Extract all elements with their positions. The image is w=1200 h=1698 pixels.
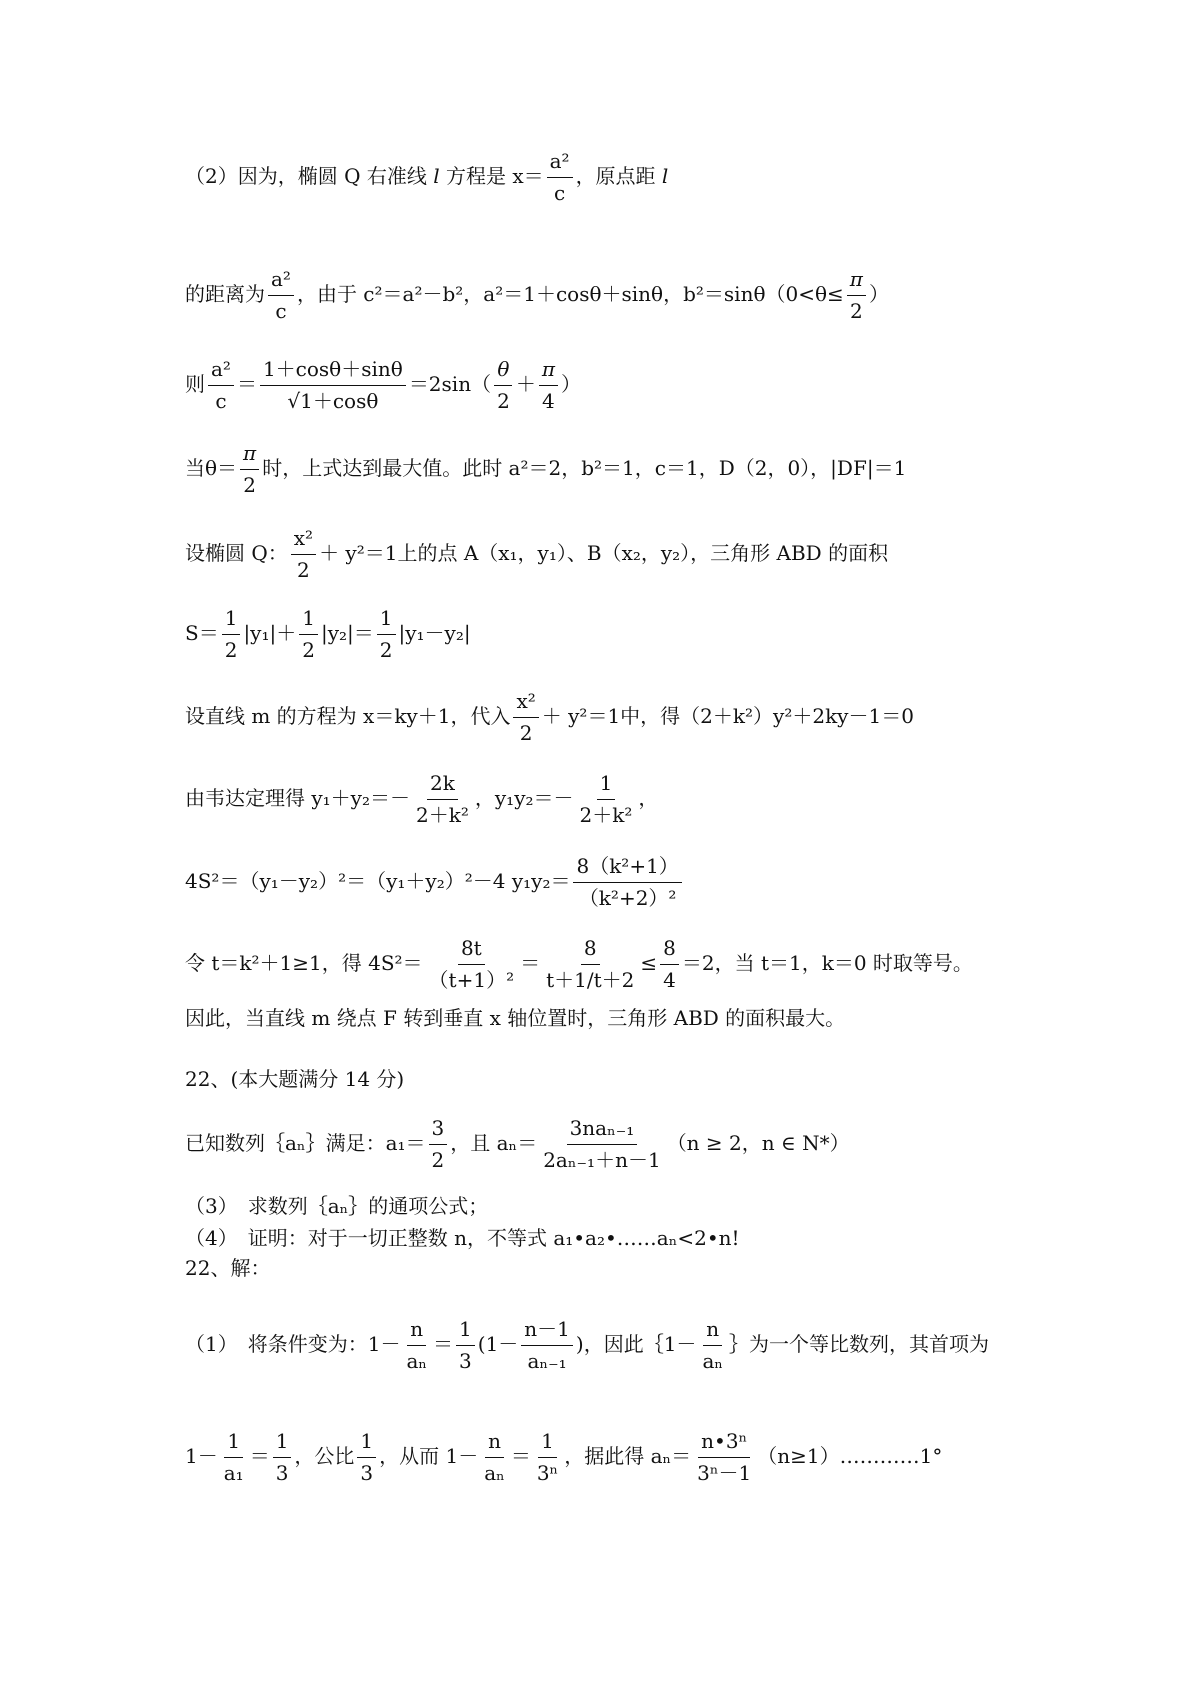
text: 已知数列｛aₙ｝满足：a₁＝ (185, 1131, 426, 1155)
text: 设椭圆 Q： (185, 541, 288, 565)
fraction-numerator: n (485, 1430, 504, 1458)
fraction-numerator: 3 (429, 1117, 448, 1145)
fraction (521, 1318, 573, 1373)
text: |y₁|＋ (243, 621, 297, 645)
line-3 (185, 358, 581, 413)
fraction-denominator: （k²+2）² (578, 886, 677, 910)
text: 22、(本大题满分 14 分) (185, 1067, 405, 1091)
text: (1－ (477, 1332, 519, 1356)
text: （4） 证明：对于一切正整数 n，不等式 a₁•a₂•……aₙ<2•n! (185, 1226, 740, 1250)
fraction-denominator: 2＋k² (579, 803, 633, 827)
line-15 (185, 1228, 740, 1248)
fraction-numerator: 8 (581, 937, 600, 965)
fraction (429, 1117, 448, 1172)
text: )，因此｛1－ (575, 1332, 697, 1356)
fraction-denominator: aₙ (484, 1461, 505, 1485)
fraction-denominator: 3ⁿ (536, 1461, 559, 1485)
fraction-numerator: a² (547, 150, 573, 178)
line-7 (185, 690, 914, 745)
text: ＝ (236, 372, 257, 396)
fraction-numerator: 1 (273, 1430, 292, 1458)
text: S＝ (185, 621, 219, 645)
fraction-numerator: π (539, 358, 558, 386)
fraction-numerator: n•3ⁿ (698, 1430, 750, 1458)
text: 的距离为 (185, 282, 265, 306)
text: 方程是 x＝ (439, 164, 544, 188)
fraction (426, 937, 518, 992)
text: ≤ (640, 951, 658, 975)
text: 22、解： (185, 1256, 271, 1280)
text: （2）因为，椭圆 Q 右准线 (185, 164, 434, 188)
text: 1－ (185, 1444, 218, 1468)
fraction-denominator: 4 (663, 968, 676, 992)
fraction-numerator: π (240, 442, 259, 470)
fraction-denominator: 3ⁿ－1 (697, 1461, 752, 1485)
fraction-numerator: 2k (427, 772, 458, 800)
text: 当θ＝ (185, 456, 238, 480)
text: 由韦达定理得 y₁＋y₂＝－ (185, 786, 410, 810)
text: l (661, 164, 669, 188)
fraction (222, 607, 241, 662)
fraction (268, 268, 294, 323)
fraction (403, 1318, 430, 1373)
fraction-denominator: aₙ (406, 1349, 428, 1373)
fraction-denominator: t＋1/t＋2 (546, 968, 635, 992)
fraction-denominator: 2 (849, 299, 863, 323)
fraction-numerator: 1 (224, 1430, 243, 1458)
fraction-numerator: 8（k²+1） (573, 855, 681, 883)
text: |y₂|＝ (320, 621, 374, 645)
text: ，y₁y₂＝－ (474, 786, 574, 810)
fraction-numerator: π (847, 268, 866, 296)
section-heading (185, 1069, 404, 1089)
fraction (660, 937, 679, 992)
fraction-denominator: √1＋cosθ (287, 389, 379, 413)
fraction-denominator: 2 (297, 558, 310, 582)
fraction (540, 1117, 663, 1172)
fraction (456, 1318, 475, 1373)
fraction (513, 690, 538, 745)
fraction-numerator: a² (268, 268, 294, 296)
fraction (413, 772, 472, 827)
text: 设直线 m 的方程为 x＝ky＋1，代入 (185, 704, 511, 728)
line-1 (185, 150, 668, 205)
fraction-denominator: 2 (224, 638, 238, 662)
fraction-numerator: 1 (377, 607, 396, 635)
fraction (694, 1430, 754, 1485)
fraction (577, 772, 636, 827)
fraction (699, 1318, 726, 1373)
fraction-denominator: 2＋k² (416, 803, 469, 827)
fraction-numerator: 1 (357, 1430, 376, 1458)
text: |y₁－y₂| (398, 621, 471, 645)
fraction-denominator: 2 (431, 1148, 445, 1172)
text: （1） 将条件变为：1－ (185, 1332, 401, 1356)
line-14 (185, 1196, 488, 1216)
line-2 (185, 268, 889, 323)
text: ＝ (433, 1332, 454, 1356)
fraction-denominator: c (553, 181, 566, 205)
text: ＝ (510, 1444, 531, 1468)
fraction-numerator: θ (494, 358, 512, 386)
text: ｝为一个等比数列，其首项为 (729, 1332, 990, 1356)
fraction (299, 607, 318, 662)
text: （n≥1）…………1° (757, 1444, 943, 1468)
text: ＋ y²＝1上的点 A（x₁，y₁）、B（x₂，y₂），三角形 ABD 的面积 (319, 541, 889, 565)
line-18 (185, 1430, 942, 1485)
text: 时，上式达到最大值。此时 a²＝2，b²＝1，c＝1，D（2，0），|DF|＝1 (262, 456, 907, 480)
fraction-denominator: c (275, 299, 287, 323)
fraction-denominator: 2 (379, 638, 393, 662)
text: l (433, 164, 440, 188)
text: ，据此得 aₙ＝ (564, 1444, 692, 1468)
line-4 (185, 442, 906, 497)
fraction-denominator: a₁ (223, 1461, 244, 1485)
fraction (221, 1430, 247, 1485)
line-9 (185, 855, 685, 910)
fraction-numerator: 1 (597, 772, 616, 800)
fraction (494, 358, 513, 413)
fraction-denominator: 2aₙ₋₁＋n－1 (543, 1148, 661, 1172)
text: ， (638, 786, 659, 810)
fraction-denominator: aₙ (702, 1349, 724, 1373)
fraction-numerator: 3naₙ₋₁ (567, 1117, 638, 1145)
line-13 (185, 1117, 850, 1172)
fraction-denominator: 3 (360, 1461, 374, 1485)
text: ＝ (249, 1444, 270, 1468)
text: ＝ (520, 951, 541, 975)
fraction (291, 527, 316, 582)
fraction (240, 442, 259, 497)
fraction (208, 358, 234, 413)
text: （3） 求数列｛aₙ｝的通项公式； (185, 1194, 489, 1218)
fraction-numerator: 1 (538, 1430, 557, 1458)
line-10 (185, 937, 973, 992)
text: 令 t＝k²＋1≥1，得 4S²＝ (185, 951, 423, 975)
text: （n ≥ 2，n ∈ N*） (666, 1131, 850, 1155)
line-6 (185, 607, 471, 662)
fraction-denominator: 4 (542, 389, 555, 413)
fraction-numerator: x² (513, 690, 538, 718)
text: ，且 aₙ＝ (450, 1131, 538, 1155)
line-17 (185, 1318, 989, 1373)
fraction-denominator: 3 (459, 1349, 472, 1373)
line-11 (185, 1008, 845, 1028)
text: 则 (185, 372, 205, 396)
fraction-numerator: 1 (299, 607, 318, 635)
fraction (357, 1430, 376, 1485)
fraction-numerator: a² (208, 358, 234, 386)
fraction-denominator: 2 (302, 638, 315, 662)
fraction-denominator: 3 (275, 1461, 289, 1485)
fraction-denominator: 2 (243, 473, 256, 497)
fraction-numerator: 8 (660, 937, 679, 965)
fraction-numerator: n－1 (521, 1318, 573, 1346)
fraction (534, 1430, 561, 1485)
text: ＝2，当 t＝1，k＝0 时取等号。 (681, 951, 973, 975)
fraction-numerator: 8t (458, 937, 485, 965)
fraction (543, 937, 637, 992)
fraction (547, 150, 573, 205)
text: ，从而 1－ (379, 1444, 479, 1468)
fraction (260, 358, 406, 413)
line-5 (185, 527, 888, 582)
fraction-numerator: x² (291, 527, 316, 555)
fraction-numerator: 1 (456, 1318, 475, 1346)
fraction-denominator: 2 (497, 389, 510, 413)
text: ，由于 c²＝a²－b²，a²＝1＋cosθ＋sinθ，b²＝sinθ（0<θ≤ (296, 282, 844, 306)
text: ＋ (515, 372, 536, 396)
text: ＝2sin（ (408, 372, 492, 396)
fraction-numerator: n (407, 1318, 426, 1346)
fraction-numerator: 1 (222, 607, 241, 635)
fraction (573, 855, 681, 910)
text: ，原点距 (575, 164, 662, 188)
text: 4S²＝（y₁－y₂）²＝（y₁＋y₂）²－4 y₁y₂＝ (185, 869, 571, 893)
text: 因此，当直线 m 绕点 F 转到垂直 x 轴位置时，三角形 ABD 的面积最大。 (185, 1006, 846, 1030)
fraction (377, 607, 396, 662)
fraction-numerator: 1＋cosθ＋sinθ (260, 358, 406, 386)
fraction (273, 1430, 292, 1485)
fraction-denominator: aₙ₋₁ (527, 1349, 567, 1373)
fraction-numerator: n (703, 1318, 722, 1346)
fraction-denominator: c (215, 389, 227, 413)
text: ＋ y²＝1中，得（2＋k²）y²＋2ky－1＝0 (541, 704, 914, 728)
fraction-denominator: （t+1）² (428, 968, 515, 992)
line-16 (185, 1258, 270, 1278)
text: ） (560, 372, 581, 396)
fraction-denominator: 2 (519, 721, 533, 745)
line-8 (185, 772, 658, 827)
fraction (539, 358, 558, 413)
text: ） (868, 282, 889, 306)
fraction (481, 1430, 508, 1485)
text: ，公比 (294, 1444, 355, 1468)
fraction (847, 268, 866, 323)
